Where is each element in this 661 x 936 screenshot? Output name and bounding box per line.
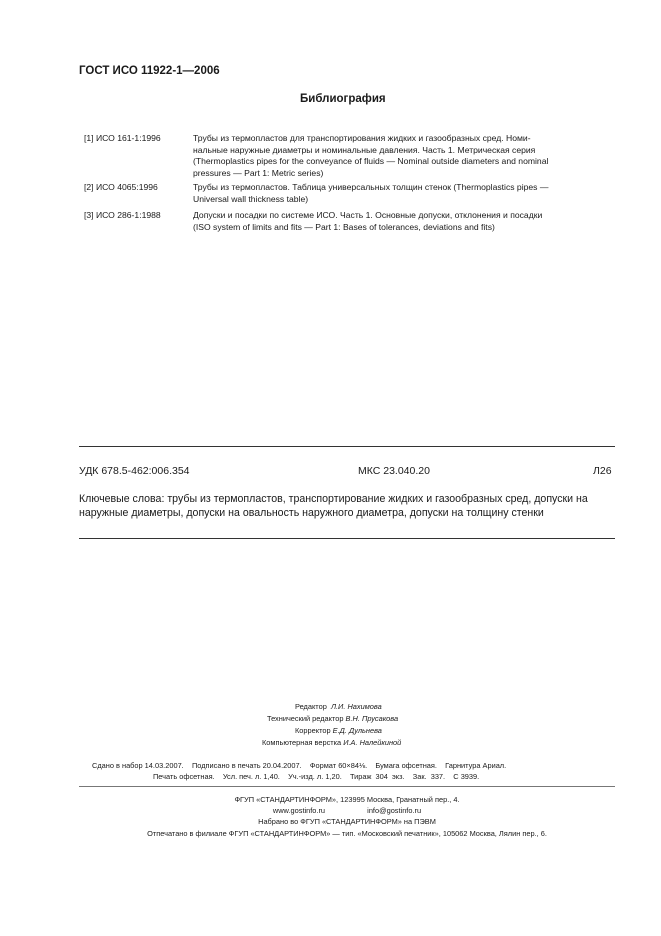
- reference-2-line: Universal wall thickness table): [193, 193, 309, 204]
- reference-2-line: Трубы из термопластов. Таблица универсальных толщин стенок (Thermoplastics pipes —: [193, 182, 549, 192]
- reference-text-2: [193, 182, 608, 205]
- divider-imprint: [79, 786, 615, 787]
- credit-editor: [295, 702, 382, 711]
- reference-id-2: [2] ИСО 4065:1996: [84, 182, 158, 192]
- reference-1-line: нальные наружные диаметры и номинальные давления. Часть 1. Метрическая серия: [193, 144, 536, 155]
- credit-name: Л.И. Нахимова: [330, 702, 382, 711]
- credit-proofreader: [295, 726, 382, 735]
- credit-role: Компьютерная верстка: [262, 738, 342, 747]
- divider-bottom: [79, 538, 615, 539]
- keywords: [79, 492, 619, 520]
- credit-name: В.Н. Прусакова: [345, 714, 399, 723]
- reference-text-1: [193, 133, 608, 179]
- document-header: ГОСТ ИСО 11922-1—2006: [79, 65, 220, 77]
- divider-top: [79, 446, 615, 447]
- keywords-line: Ключевые слова: трубы из термопластов, транспортирование жидких и газообразных сред, допуски на: [79, 493, 588, 505]
- imprint-line-1: Сдано в набор 14.03.2007. Подписано в печать 20.04.2007. Формат 60×84⅛. Бумага офсетная. Гарнитура Ариал.: [92, 761, 507, 770]
- credit-role: Корректор: [295, 726, 331, 735]
- reference-text-3: [193, 210, 608, 233]
- print-note: Отпечатано в филиале ФГУП «СТАНДАРТИНФОРМ» — тип. «Московский печатник», 105062 Москва, Лялин пер., 6.: [147, 829, 547, 838]
- reference-1-line: pressures — Part 1: Metric series): [193, 167, 324, 178]
- keywords-line: наружные диаметры, допуски на овальность наружного диаметра, допуски на толщину стенки: [79, 507, 544, 519]
- imprint-line-2: Печать офсетная. Усл. печ. л. 1,40. Уч.-изд. л. 1,20. Тираж 304 экз. Зак. 337. С 3939.: [153, 772, 480, 781]
- classification-code: Л26: [593, 465, 612, 477]
- credit-role: Технический редактор: [267, 714, 344, 723]
- reference-1-line: Трубы из термопластов для транспортирования жидких и газообразных сред. Номи-: [193, 133, 531, 143]
- typeset-note: Набрано во ФГУП «СТАНДАРТИНФОРМ» на ПЭВМ: [258, 817, 436, 826]
- credit-role: Редактор: [295, 702, 327, 711]
- credit-layout: [262, 738, 401, 747]
- reference-3-line: Допуски и посадки по системе ИСО. Часть 1. Основные допуски, отклонения и посадки: [193, 210, 543, 220]
- publisher-email: info@gostinfo.ru: [367, 806, 422, 815]
- udk-code: УДК 678.5-462:006.354: [79, 465, 190, 477]
- reference-id-3: [3] ИСО 286-1:1988: [84, 210, 161, 220]
- mks-code: МКС 23.040.20: [358, 465, 430, 477]
- credit-name: И.А. Налейкиной: [343, 738, 402, 747]
- reference-3-line: (ISO system of limits and fits — Part 1: Bases of tolerances, deviations and fits): [193, 221, 495, 232]
- reference-id-1: [1] ИСО 161-1:1996: [84, 133, 161, 143]
- publisher-contacts: [79, 806, 615, 815]
- publisher-website: www.gostinfo.ru: [272, 806, 326, 815]
- publisher-address: ФГУП «СТАНДАРТИНФОРМ», 123995 Москва, Гранатный пер., 4.: [234, 795, 460, 804]
- reference-1-line: (Thermoplastics pipes for the conveyance of fluids — Nominal outside diameters and nominal: [193, 156, 549, 167]
- credit-name: Е.Д. Дульнева: [332, 726, 382, 735]
- bibliography-title: Библиография: [300, 93, 386, 105]
- credit-tech-editor: [267, 714, 398, 723]
